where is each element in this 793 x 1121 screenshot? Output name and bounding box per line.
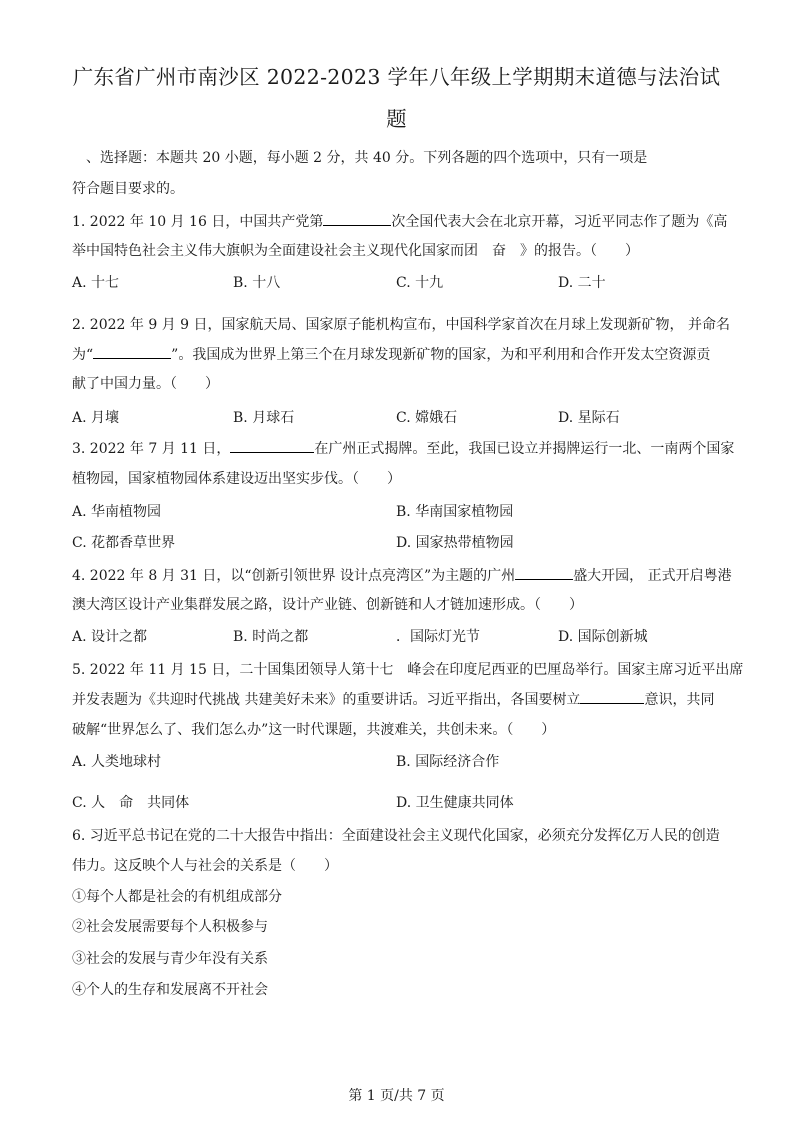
answer-blank xyxy=(580,689,644,704)
question-4-line1 xyxy=(72,565,732,587)
answer-blank xyxy=(515,565,573,580)
question-2-line1: 2. 2022 年 9 月 9 日，国家航天局、国家原子能机构宣布，中国科学家首次在月球上发现新矿物， 并命名 xyxy=(72,317,730,333)
question-2-option-b: B. 月球石 xyxy=(233,410,295,426)
question-3-line2: 植物园，国家植物园体系建设迈出坚实步伐。（ ） xyxy=(72,471,401,487)
question-5-text-b: 意识，共同 xyxy=(644,692,715,708)
question-6-item-4: ④个人的生存和发展离不开社会 xyxy=(72,982,268,998)
answer-blank xyxy=(93,344,171,359)
question-3-option-b: B. 华南国家植物园 xyxy=(396,504,514,520)
question-2-option-c: C. 嫦娥石 xyxy=(396,410,458,426)
question-1-option-c: C. 十九 xyxy=(396,275,444,291)
answer-blank xyxy=(230,438,314,453)
question-2-option-d: D. 星际石 xyxy=(558,410,620,426)
question-4-line2: 澳大湾区设计产业集群发展之路，设计产业链、创新链和人才链加速形成。（ ） xyxy=(72,597,583,613)
question-2-option-a: A. 月壤 xyxy=(72,410,120,426)
question-5-text-a: 并发表题为《共迎时代挑战 共建美好未来》的重要讲话。习近平指出，各国要树立 xyxy=(72,692,581,708)
question-4-text-b: 盛大开园， 正式开启粤港 xyxy=(573,568,732,584)
question-4-text-a: 4. 2022 年 8 月 31 日，以“创新引领世界 设计点亮湾区”为主题的广州 xyxy=(72,568,516,584)
question-6-line2: 伟力。这反映个人与社会的关系是（ ） xyxy=(72,858,338,874)
question-1-text-a: 1. 2022 年 10 月 16 日，中国共产党第 xyxy=(72,214,324,230)
question-2-line3: 献了中国力量。（ ） xyxy=(72,376,219,392)
exam-title-line2: 题 xyxy=(386,107,407,131)
question-5-option-a: A. 人类地球村 xyxy=(72,754,162,770)
question-6-item-2: ②社会发展需要每个人积极参与 xyxy=(72,919,268,935)
question-4-option-b: B. 时尚之都 xyxy=(233,629,309,645)
question-5-line2 xyxy=(72,689,732,711)
section-instructions-line2: 符合题目要求的。 xyxy=(72,181,184,197)
exam-title-line1: 广东省广州市南沙区 2022-2023 学年八年级上学期期末道德与法治试 xyxy=(72,65,721,89)
question-6-line1: 6. 习近平总书记在党的二十大报告中指出：全面建设社会主义现代化国家，必须充分发挥亿万人民的创造 xyxy=(72,828,720,844)
question-3-option-a: A. 华南植物园 xyxy=(72,504,162,520)
question-1-option-a: A. 十七 xyxy=(72,275,120,291)
question-4-option-a: A. 设计之都 xyxy=(72,629,148,645)
question-2-line2 xyxy=(72,344,732,366)
question-1-text-b: 次全国代表大会在北京开幕，习近平同志作了题为《高 xyxy=(391,214,728,230)
question-5-line3: 破解“世界怎么了、我们怎么办”这一时代课题，共渡难关，共创未来。（ ） xyxy=(72,722,556,738)
question-5-option-d: D. 卫生健康共同体 xyxy=(396,795,514,811)
question-1-option-d: D. 二十 xyxy=(558,275,606,291)
question-4-option-d: D. 国际创新城 xyxy=(558,629,648,645)
question-1-option-b: B. 十八 xyxy=(233,275,281,291)
question-4-option-c: ．国际灯光节 xyxy=(396,629,480,645)
question-1-line2: 举中国特色社会主义伟大旗帜为全面建设社会主义现代化国家而团 奋 》的报告。（ ） xyxy=(72,243,639,259)
answer-blank xyxy=(323,211,391,226)
question-3-text-a: 3. 2022 年 7 月 11 日， xyxy=(72,441,231,457)
question-6-item-3: ③社会的发展与青少年没有关系 xyxy=(72,951,268,967)
question-5-line1: 5. 2022 年 11 月 15 日，二十国集团领导人第十七 峰会在印度尼西亚的巴厘岛举行。国家主席习近平出席 xyxy=(72,662,744,678)
question-2-text-a: 为“ xyxy=(72,347,94,363)
question-2-text-b: ”。我国成为世界上第三个在月球发现新矿物的国家，为和平利用和合作开发太空资源贡 xyxy=(171,347,711,363)
question-1-line1 xyxy=(72,211,732,233)
question-5-option-c: C. 人 命 共同体 xyxy=(72,795,190,811)
question-6-item-1: ①每个人都是社会的有机组成部分 xyxy=(72,889,282,905)
question-3-option-c: C. 花都香草世界 xyxy=(72,535,176,551)
question-3-text-b: 在广州正式揭牌。至此，我国已设立并揭牌运行一北、一南两个国家 xyxy=(314,441,735,457)
question-3-line1 xyxy=(72,438,735,460)
page-number-footer: 第 1 页/共 7 页 xyxy=(348,1088,445,1104)
question-3-option-d: D. 国家热带植物园 xyxy=(396,535,514,551)
section-instructions-line1: 、选择题：本题共 20 小题，每小题 2 分，共 40 分。下列各题的四个选项中，只有一项是 xyxy=(86,150,648,166)
question-5-option-b: B. 国际经济合作 xyxy=(396,754,500,770)
